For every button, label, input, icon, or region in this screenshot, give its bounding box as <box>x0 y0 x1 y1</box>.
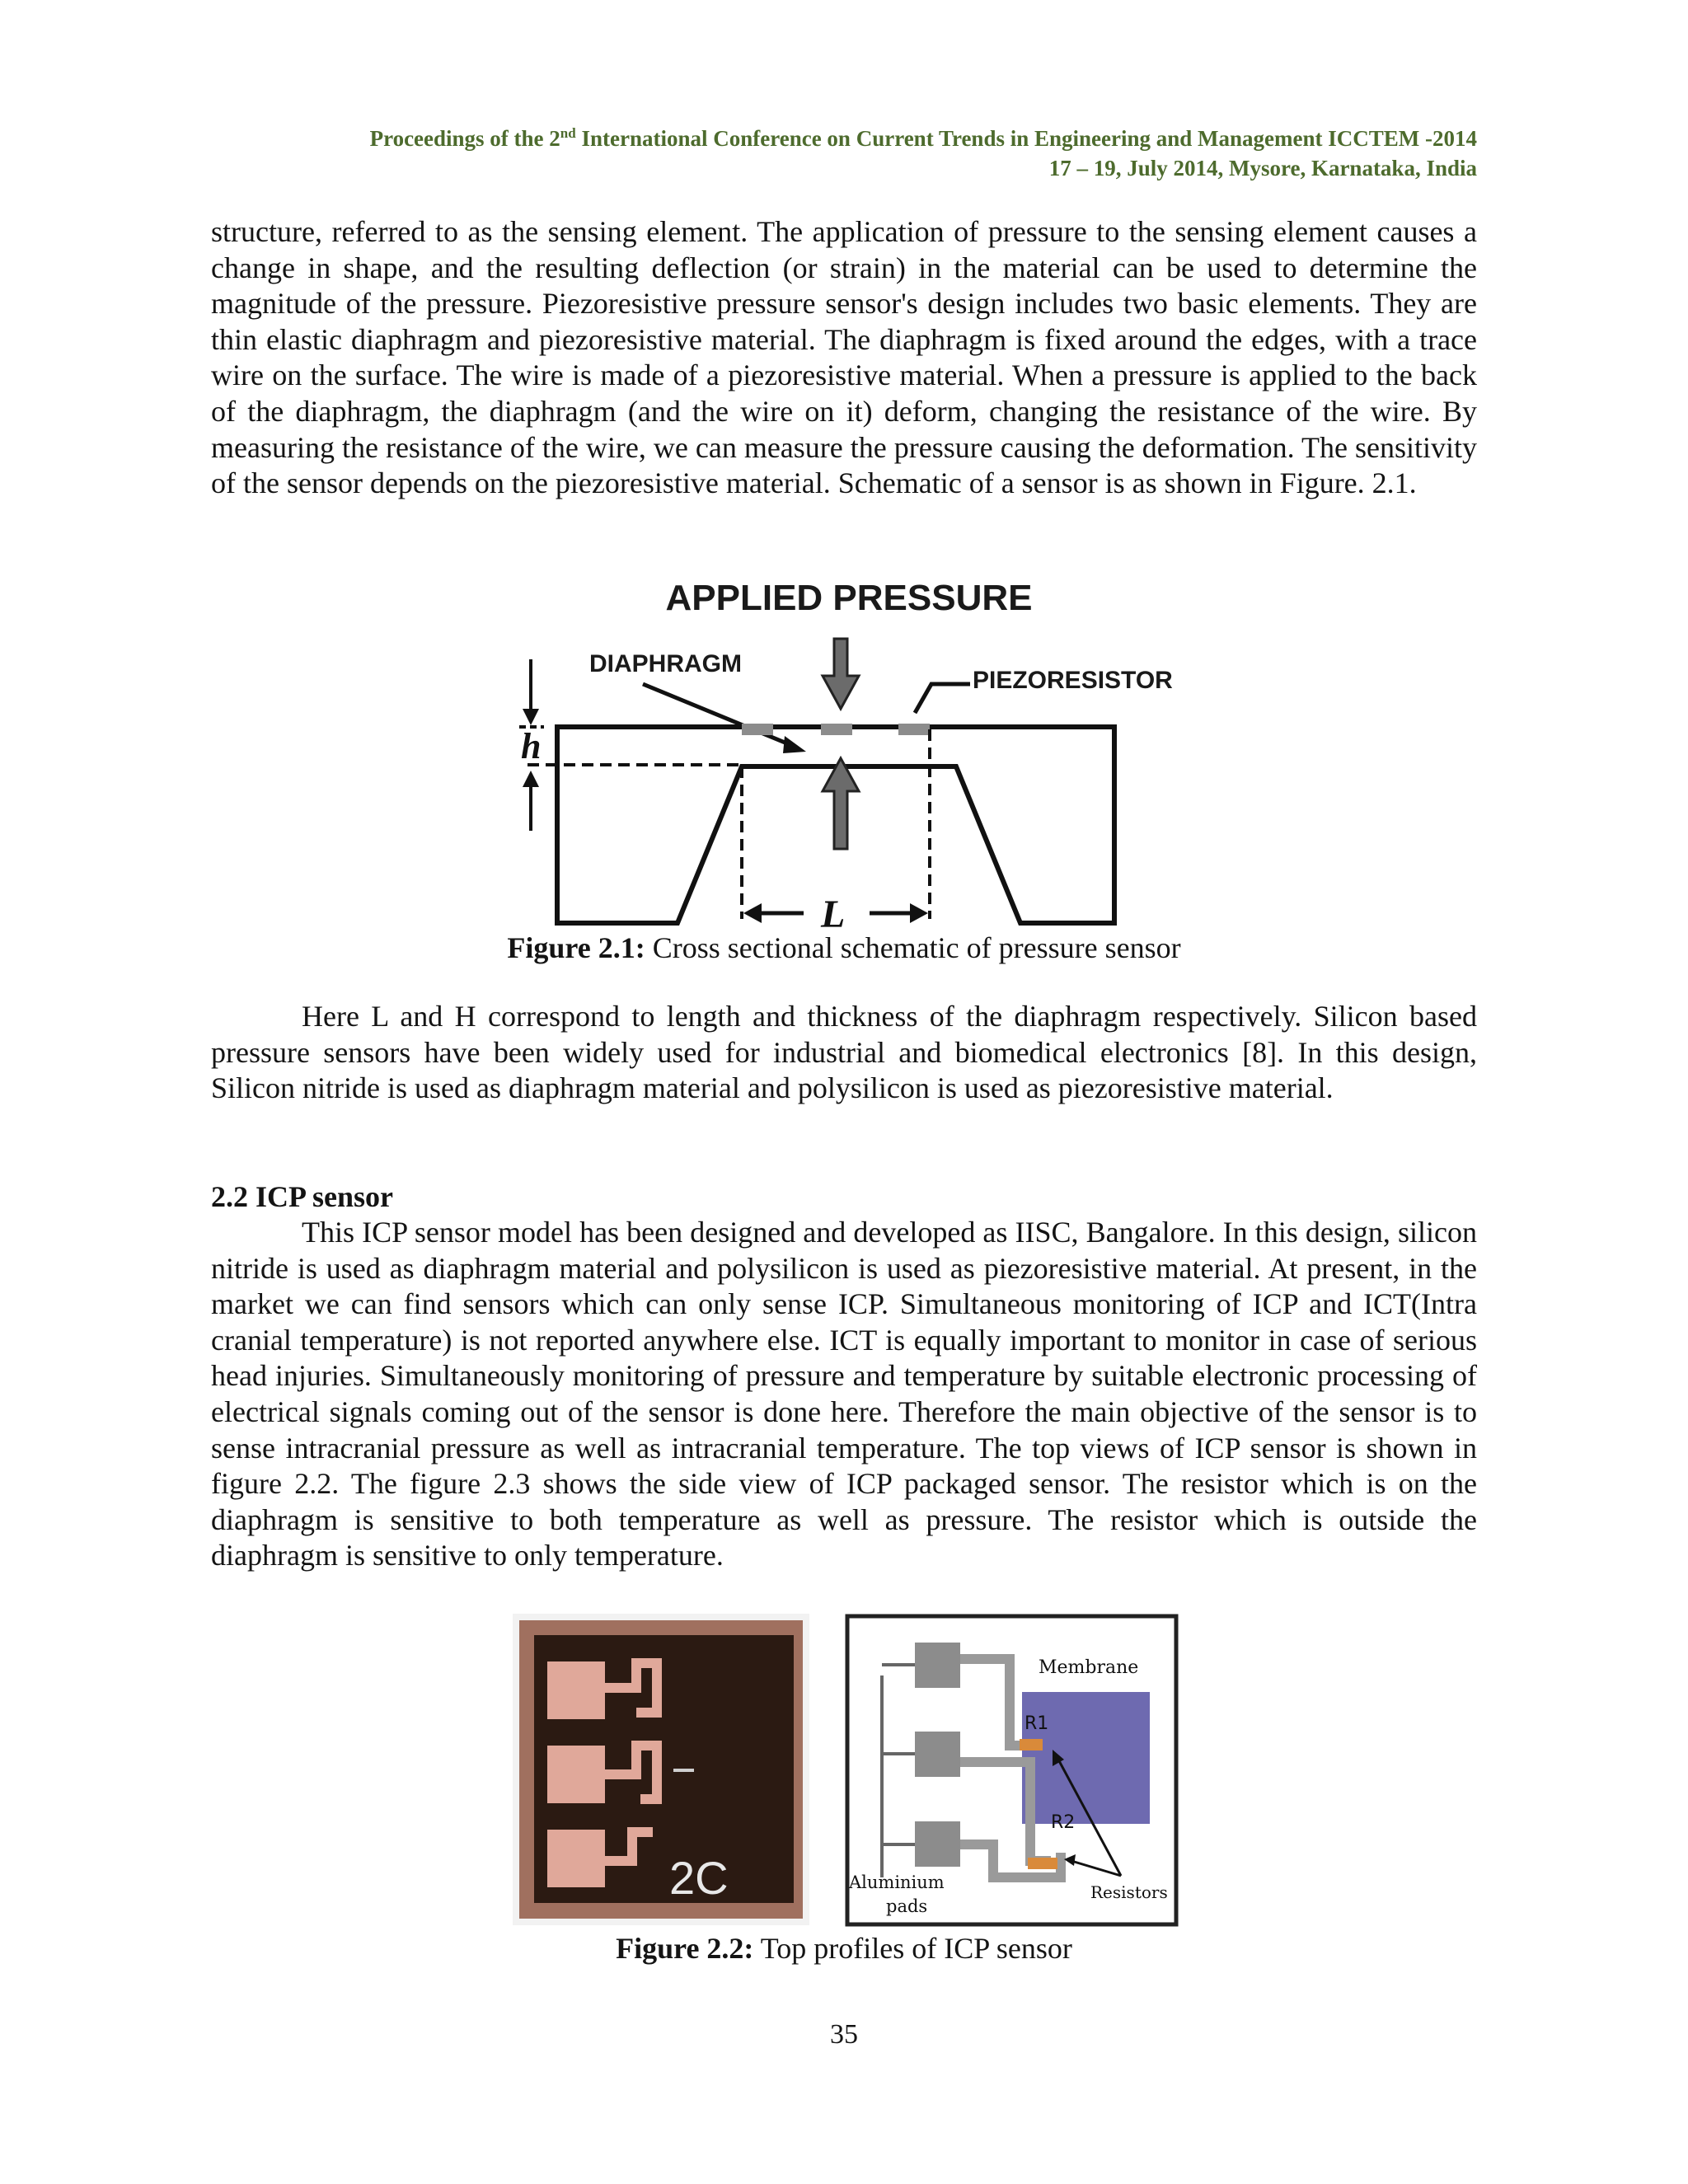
applied-pressure-arrow-icon <box>823 639 859 709</box>
pads-label: pads <box>886 1896 928 1916</box>
resistors-label: Resistors <box>1090 1882 1168 1902</box>
figure-2-1-caption-label: Figure 2.1: <box>507 931 645 964</box>
resistor-r2 <box>1028 1858 1057 1869</box>
figure-2-2-caption <box>0 1930 1688 1966</box>
paragraph-diaphragm-dimensions: Here L and H correspond to length and thickness of the diaphragm respectively. Silicon based pressure sensors have been widely used for industrial and biomedical electronics [8]. In this design, Silicon nitride is used as diaphragm material and polysilicon is used as piezoresistive material. <box>211 1000 1477 1105</box>
piezoresistor-block <box>821 724 852 735</box>
figure-2-2-layout-diagram <box>845 1614 1179 1927</box>
l-dimension-right-arrowhead <box>910 903 928 923</box>
h-dimension-top-arrowhead <box>523 709 539 725</box>
piezoresistor-label: PIEZORESISTOR <box>973 667 1173 694</box>
page-number: 35 <box>830 2019 858 2050</box>
back-pressure-arrow-icon <box>823 758 859 849</box>
paragraph-icp-sensor: This ICP sensor model has been designed and developed as IISC, Bangalore. In this design, silicon nitride is used as diaphragm material and polysilicon is used as piezoresistive material. At present, in the market we can find sensors which can only sense ICP. Simultaneous monitoring of ICP and ICT(Intra cranial temperature) is not reported anywhere else. ICT is equally important to monitor in case of serious head injuries. Simultaneously monitoring of pressure and temperature by suitable electronic processing of electrical signals coming out of the sensor is done here. Therefore the main objective of the sensor is to sense intracranial pressure as well as intracranial temperature. The top views of ICP sensor is shown in figure 2.2. The figure 2.3 shows the side view of ICP packaged sensor. The resistor which is on the diaphragm is sensitive to both temperature as well as pressure. The resistor which is outside the diaphragm is sensitive to only temperature. <box>211 1216 1477 1572</box>
section-heading-icp-sensor: 2.2 ICP sensor <box>211 1180 394 1213</box>
diaphragm-label: DIAPHRAGM <box>589 650 742 677</box>
diaphragm-pointer-line <box>643 684 793 746</box>
header-text-post: International Conference on Current Trends in Engineering and Management ICCTEM -2014 <box>575 126 1477 151</box>
r2-label: R2 <box>1051 1812 1076 1833</box>
paragraph-intro: structure, referred to as the sensing element. The application of pressure to the sensing element causes a change in shape, and the resulting deflection (or strain) in the material can be used to determine the magnitude of the pressure. Piezoresistive pressure sensor's design includes two basic elements. They are thin elastic diaphragm and piezoresistive material. The diaphragm is fixed around the edges, with a trace wire on the surface. The wire is made of a piezoresistive material. When a pressure is applied to the back of the diaphragm, the diaphragm (and the wire on it) deform, changing the resistance of the wire. By measuring the resistance of the wire, we can measure the pressure causing the deformation. The sensitivity of the sensor depends on the piezoresistive material. Schematic of a sensor is as shown in Figure. 2.1. <box>211 215 1477 500</box>
header-line-2: 17 – 19, July 2014, Mysore, Karnataka, India <box>1048 156 1477 180</box>
header-text-pre: Proceedings of the 2 <box>369 126 560 151</box>
figure-2-1-schematic <box>495 569 1195 935</box>
chip-pad <box>547 1830 605 1887</box>
conference-header <box>211 124 1477 183</box>
figure-2-2-caption-label: Figure 2.2: <box>616 1932 754 1965</box>
figure-2-1-caption <box>0 930 1688 966</box>
chip-pad <box>547 1661 605 1719</box>
header-superscript: nd <box>560 125 576 141</box>
resistor-r1 <box>1020 1739 1043 1750</box>
aluminium-pad <box>915 1821 960 1867</box>
h-label: h <box>521 726 542 766</box>
piezoresistor-block <box>898 724 930 735</box>
aluminium-pad <box>915 1643 960 1688</box>
membrane-label: Membrane <box>1039 1657 1139 1678</box>
aluminium-pad <box>915 1732 960 1777</box>
piezoresistor-pointer-line <box>915 684 970 713</box>
l-label: L <box>821 893 846 935</box>
membrane-region <box>1022 1692 1150 1824</box>
chip-pad <box>547 1746 605 1803</box>
chip-id-label: 2C <box>669 1852 729 1904</box>
aluminium-label: Aluminium <box>849 1872 945 1892</box>
applied-pressure-label: APPLIED PRESSURE <box>665 578 1033 618</box>
figure-2-2-caption-text: Top profiles of ICP sensor <box>753 1932 1072 1965</box>
diaphragm-pointer-arrowhead <box>783 736 806 753</box>
piezoresistor-block <box>742 724 773 735</box>
figure-2-1-caption-text: Cross sectional schematic of pressure sensor <box>645 931 1181 964</box>
figure-2-2-chip-photo <box>513 1614 809 1925</box>
header-line-1 <box>211 124 1477 153</box>
r1-label: R1 <box>1025 1713 1049 1734</box>
